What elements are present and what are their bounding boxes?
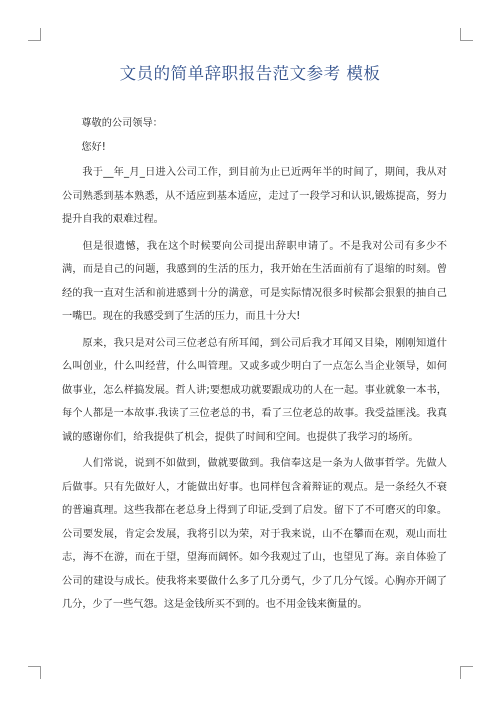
paragraph-3: 原来，我只是对公司三位老总有所耳闻，到公司后我才耳闻又目染，刚刚知道什么叫创业，什么叫经营，什么叫管理。又或多或少明白了一点怎么当企业领导，如何做事业，怎么样搞发展。哲人讲;要想成功就要跟成功的人在一起。事业就象一本书，每个人都是一本故事.我读了三位老总的书，看了三位老总的故事。我受益匪浅。我真诚的感谢你们，给我提供了机会，提供了时间和空间。也提供了我学习的场所。 [62, 337, 447, 443]
document-body [62, 112, 447, 620]
salutation: 尊敬的公司领导： [81, 118, 163, 129]
paragraph-1: 我于__年_月_日进入公司工作，到目前为止已近两年半的时间了，期间，我从对公司熟悉到基本熟悉，从不适应到基本适应，走过了一段学习和认识,锻炼提高，努力提升自我的艰难过程。 [62, 167, 447, 225]
paragraph-2: 但是很遗憾，我在这个时候要向公司提出辞职申请了。不是我对公司有多少不满，而是自己的问题，我感到的生活的压力，我开始在生活面前有了退缩的时刻。曾经的我一直对生活和前进感到十分的满意，可是实际情况很多时候都会狠狠的抽自己一嘴巴。现在的我感受到了生活的压力，而且十分大! [62, 240, 447, 322]
document-title: 文员的简单辞职报告范文参考 模板 [119, 64, 381, 83]
crop-mark-bottom-right [460, 666, 473, 679]
crop-mark-bottom-left [28, 666, 41, 679]
paragraph-4: 人们常说，说到不如做到，做就要做到。我信奉这是一条为人做事哲学。先做人后做事。只有先做好人，才能做出好事。也同样包含着辩证的观点。是一条经久不衰的普遍真理。这些我都在老总身上得到了印证,受到了启发。留下了不可磨灭的印象。公司要发展，肯定会发展，我将引以为荣，对于我来说，山不在攀而在观，观山而壮志，海不在游，而在于望，望海而阔怀。如今我观过了山，也望见了海。亲自体验了公司的建设与成长。使我将来要做什么多了几分勇气，少了几分气馁。心胸亦开阔了几分，少了一些气怨。这是金钱所买不到的。也不用金钱来衡量的。 [62, 458, 447, 610]
greeting: 您好! [81, 141, 106, 153]
crop-mark-top-left [28, 28, 41, 41]
crop-mark-top-right [460, 28, 473, 41]
